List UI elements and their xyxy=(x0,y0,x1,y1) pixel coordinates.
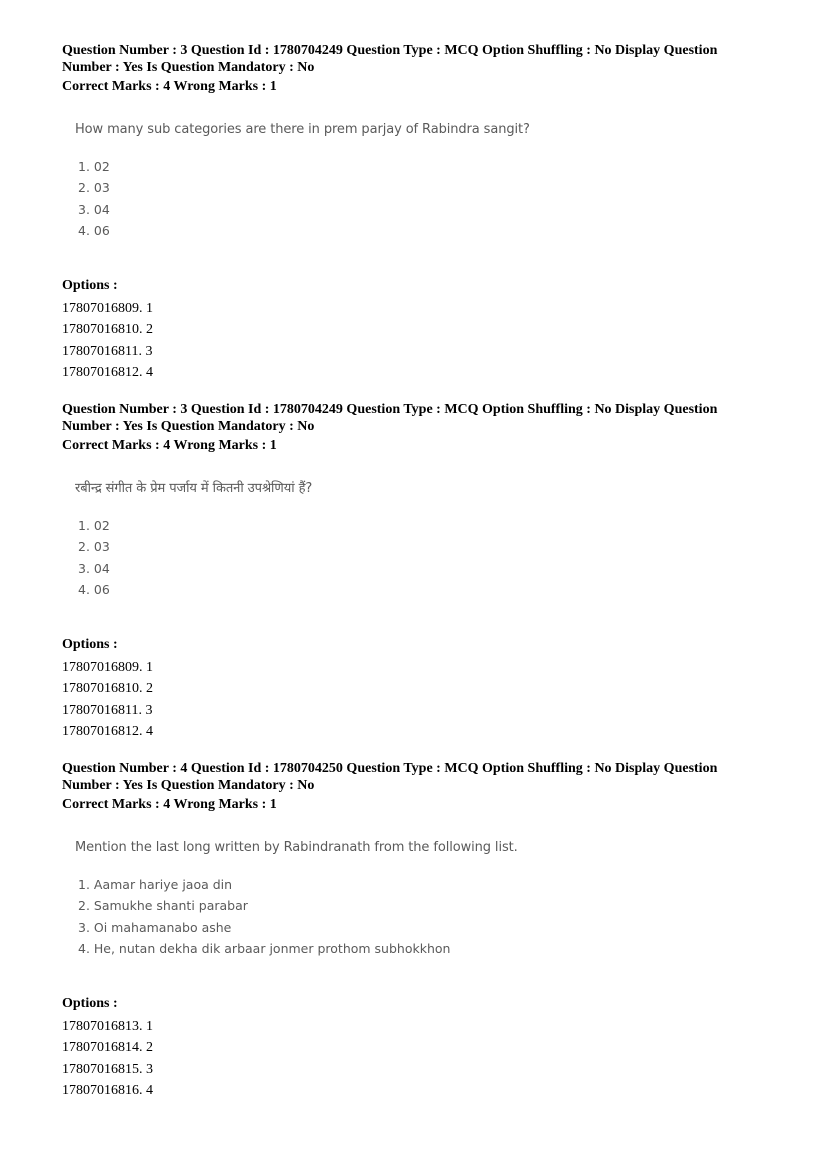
marks-line: Correct Marks : 4 Wrong Marks : 1 xyxy=(62,79,277,94)
options-title: Options : xyxy=(62,996,118,1012)
question-meta xyxy=(62,401,782,454)
option-id-list xyxy=(62,657,782,742)
choice-item: 4. He, nutan dekha dik arbaar jonmer prothom subhokkhon xyxy=(78,940,451,956)
choice-item: 3. Oi mahamanabo ashe xyxy=(78,919,232,935)
question-meta xyxy=(62,760,782,813)
options-title: Options : xyxy=(62,637,118,653)
choice-item: 3. 04 xyxy=(78,201,110,217)
option-id-item: 17807016810. 2 xyxy=(62,322,153,338)
choice-list xyxy=(75,515,782,600)
option-id-list xyxy=(62,298,782,383)
question-image xyxy=(62,839,782,959)
option-id-item: 17807016813. 1 xyxy=(62,1019,153,1035)
choice-item: 4. 06 xyxy=(78,581,110,597)
choice-item: 1. Aamar hariye jaoa din xyxy=(78,877,233,892)
option-id-item: 17807016809. 1 xyxy=(62,301,153,317)
choice-item: 2. Samukhe shanti parabar xyxy=(78,898,248,914)
option-id-item: 17807016815. 3 xyxy=(62,1061,153,1077)
choice-item: 2. 03 xyxy=(78,539,110,555)
option-id-item: 17807016812. 4 xyxy=(62,365,153,381)
choice-item: 2. 03 xyxy=(78,180,110,196)
question-block xyxy=(62,760,782,1101)
option-id-item: 17807016816. 4 xyxy=(62,1083,153,1099)
question-text: Mention the last long written by Rabindranath from the following list. xyxy=(75,840,518,855)
meta-line: Question Number : 3 Question Id : 1780704249 Question Type : MCQ Option Shuffling : No Display Question xyxy=(62,43,718,58)
option-id-item: 17807016811. 3 xyxy=(62,702,153,718)
meta-line: Number : Yes Is Question Mandatory : No xyxy=(62,60,315,75)
option-id-item: 17807016814. 2 xyxy=(62,1040,153,1056)
option-id-item: 17807016811. 3 xyxy=(62,343,153,359)
option-id-item: 17807016810. 2 xyxy=(62,681,153,697)
meta-line: Question Number : 4 Question Id : 1780704250 Question Type : MCQ Option Shuffling : No Display Question xyxy=(62,761,718,776)
choice-item: 4. 06 xyxy=(78,222,110,238)
marks-line: Correct Marks : 4 Wrong Marks : 1 xyxy=(62,438,277,453)
choice-list xyxy=(75,874,782,959)
question-block xyxy=(62,42,782,383)
question-meta xyxy=(62,42,782,95)
meta-line: Number : Yes Is Question Mandatory : No xyxy=(62,778,315,793)
question-text: How many sub categories are there in prem parjay of Rabindra sangit? xyxy=(75,122,530,137)
option-id-item: 17807016812. 4 xyxy=(62,724,153,740)
question-text: रबीन्द्र संगीत के प्रेम पर्जाय में कितनी उपश्रेणियां हैं? xyxy=(75,481,313,496)
options-title: Options : xyxy=(62,278,118,294)
marks-line: Correct Marks : 4 Wrong Marks : 1 xyxy=(62,797,277,812)
choice-item: 3. 04 xyxy=(78,560,110,576)
choice-item: 1. 02 xyxy=(78,518,110,533)
choice-item: 1. 02 xyxy=(78,159,110,174)
meta-line: Number : Yes Is Question Mandatory : No xyxy=(62,419,315,434)
question-image xyxy=(62,121,782,241)
question-block xyxy=(62,401,782,742)
choice-list xyxy=(75,156,782,241)
option-id-item: 17807016809. 1 xyxy=(62,660,153,676)
meta-line: Question Number : 3 Question Id : 1780704249 Question Type : MCQ Option Shuffling : No Display Question xyxy=(62,402,718,417)
option-id-list xyxy=(62,1016,782,1101)
question-image xyxy=(62,480,782,600)
